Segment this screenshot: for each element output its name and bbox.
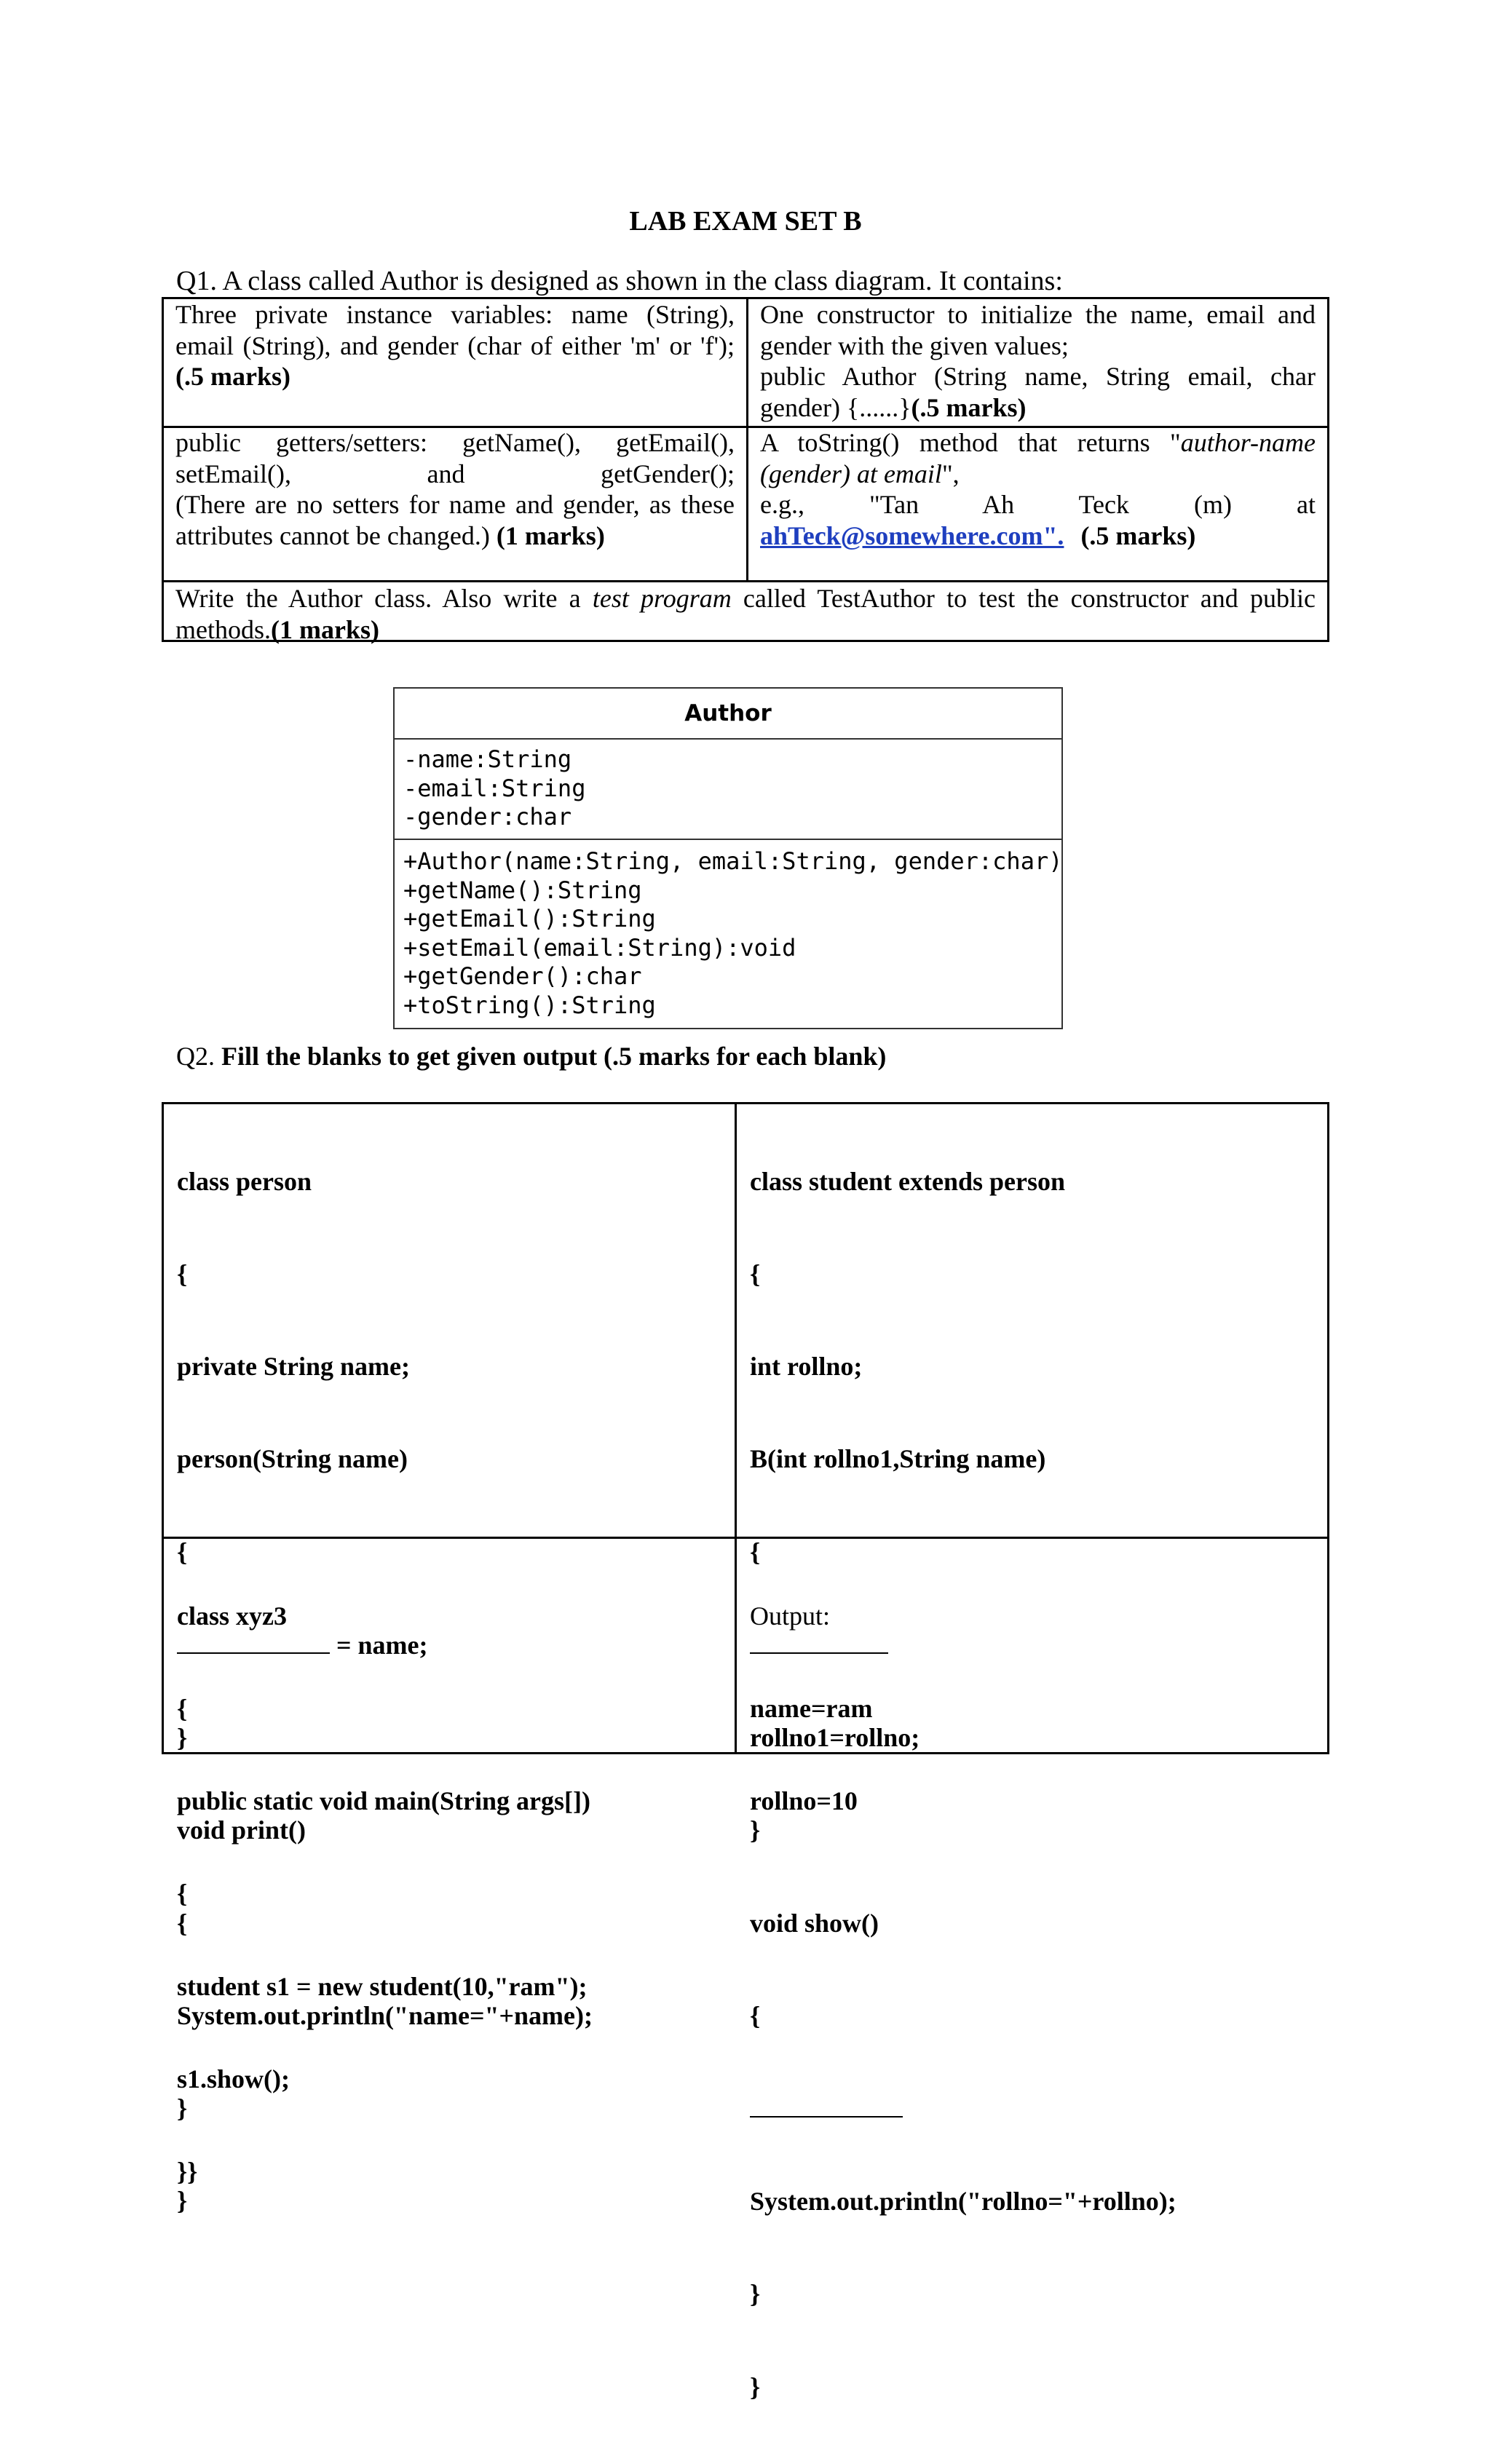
uml-method: +getGender():char [403,962,642,990]
cell-text: public Author (String name, String email, char [760,362,1316,391]
output-line: rollno=10 [750,1786,858,1816]
q1-cell-constructor [748,299,1327,427]
q2-prefix: Q2. [176,1042,221,1071]
uml-method: +Author(name:String, email:String, gender:char) [403,847,1063,875]
code-line: System.out.println("rollno="+rollno); [750,2187,1176,2217]
main-class-code [177,1539,590,2249]
q2-instruction: Fill the blanks to get given output (.5 marks for each blank) [221,1042,887,1071]
uml-attribute: -name:String [403,745,572,773]
code-line: student s1 = new student(10,"ram"); [177,1971,588,2001]
uml-method: +setEmail(email:String):void [403,933,796,962]
code-line: } [177,2093,188,2123]
code-line: } [750,2372,761,2401]
code-line: private String name; [177,1352,410,1382]
cell-text: gender with the given values; [760,330,1069,360]
marks-label: (.5 marks) [175,362,290,391]
cell-text: called TestAuthor to test the constructor and public [731,584,1316,613]
code-line: { [750,1537,761,1566]
code-line: { [750,2000,761,2030]
cell-text-row [175,459,735,490]
code-line: public static void main(String args[]) [177,1786,591,1816]
cell-text: methods. [175,614,271,644]
uml-method: +getName():String [403,876,642,904]
code-line: { [177,1537,188,1566]
table-divider [164,580,1327,582]
cell-text-row [760,459,1316,490]
uml-method: +toString():String [403,991,656,1019]
code-line: { [177,1259,188,1289]
q1-table [162,297,1329,642]
cell-text: Three private instance variables: name (String), [175,300,735,329]
code-line: void show() [750,1908,879,1938]
q1-cell-tostring [748,427,1327,580]
q1-cell-variables [164,299,746,427]
expected-output [750,1539,872,1878]
cell-text: A toString() method that returns " [760,428,1181,457]
cell-text: attributes cannot be changed.) [175,520,490,550]
q1-cell-instructions [164,583,1327,644]
code-line: void print() [177,1815,306,1845]
uml-attribute: -email:String [403,774,586,802]
code-line: } [750,1815,761,1845]
cell-text: public getters/setters: getName(), getEmail(), [175,428,735,457]
q1-intro: Q1. A class called Author is designed as shown in the class diagram. It contains: [176,266,1063,296]
q2-intro [176,1041,886,1071]
code-line: { [177,1879,188,1909]
cell-text: and [427,459,465,488]
output-label: Output: [750,1601,831,1631]
code-line: class person [177,1166,312,1196]
code-line: class student extends person [750,1166,1066,1196]
cell-text: Write the Author class. Also write a [175,584,593,613]
cell-text: ", [941,459,960,488]
q2-table [162,1102,1329,2401]
cell-text: (There are no setters for name and gender, as these [175,490,735,519]
code-line: }} [177,2157,198,2187]
output-line: name=ram [750,1694,873,1724]
code-line: { [177,1908,188,1938]
cell-text-row [760,427,1316,459]
code-line: int rollno; [750,1352,863,1382]
email-link[interactable]: ahTeck@somewhere.com". [760,520,1064,550]
code-line: } [177,2186,188,2216]
code-line: B(int rollno1,String name) [750,1444,1046,1474]
cell-text: test program [592,584,732,613]
code-line: { [177,1694,188,1724]
code-text: = name; [330,1630,428,1660]
code-line: rollno1=rollno; [750,1723,920,1753]
code-line: } [177,1723,188,1753]
cell-text: e.g., "Tan Ah Teck (m) at [760,490,1316,519]
cell-text: (gender) at email [760,459,942,488]
code-line: class xyz3 [177,1601,287,1631]
marks-label: (1 marks) [271,614,379,644]
page-title: LAB EXAM SET B [629,206,862,237]
q1-cell-getters-setters [164,427,746,580]
uml-methods [395,840,1061,1027]
uml-class-name: Author [395,689,1061,740]
code-line: person(String name) [177,1444,408,1474]
cell-text: gender) {......} [760,392,911,422]
code-line: System.out.println("name="+name); [177,2000,593,2030]
code-line: } [750,2279,761,2309]
cell-text: email (String), and gender (char of either 'm' or 'f'); [175,330,735,360]
marks-label: (.5 marks) [911,392,1027,422]
uml-method: +getEmail():String [403,905,656,932]
cell-text: One constructor to initialize the name, email and [760,300,1316,329]
cell-text: getGender(); [601,459,735,488]
code-line-with-blank [750,2093,1176,2124]
cell-text-row [175,583,1316,614]
marks-label: (.5 marks) [1080,520,1196,550]
uml-attribute: -gender:char [403,803,572,831]
marks-label: (1 marks) [496,520,605,550]
cell-text: author-name [1180,428,1316,457]
uml-attributes [395,740,1061,840]
table-divider [735,1104,737,1752]
code-line: { [750,1259,761,1289]
cell-text: setEmail(), [175,459,291,488]
uml-class-diagram [393,687,1063,1029]
code-line: s1.show(); [177,2064,290,2093]
fill-blank[interactable] [750,2093,903,2118]
